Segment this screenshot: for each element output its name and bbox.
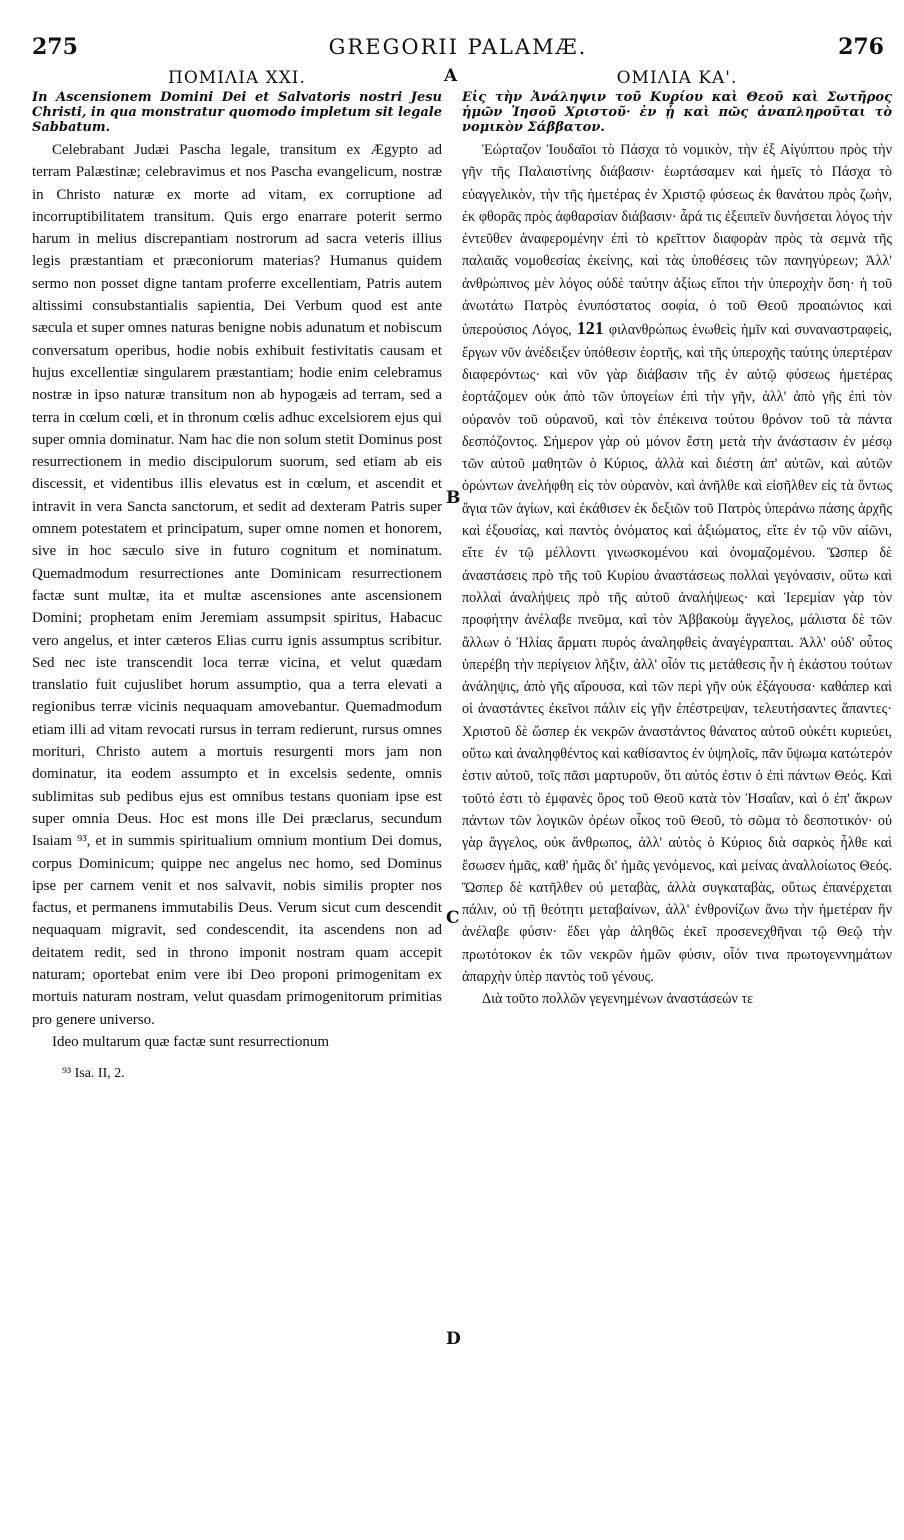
greek-homily-subtitle: Εἰς τὴν Ἀνάληψιν τοῦ Κυρίου καὶ Θεοῦ καὶ Σωτῆρος ἡμῶν Ἰησοῦ Χριστοῦ· ἐν ᾗ καὶ πῶς ἀναπληροῦται τὸ νομικὸν Σάββατον. bbox=[462, 90, 892, 135]
greek-text-part-2: φιλανθρώπως ἑνωθεὶς ἡμῖν καὶ συναναστραφεὶς, ἔργων νῦν ἀνέδειξεν ὑπόθεσιν ἑορτῆς, καὶ τῆς ὑπεροχῆς ταύτης ὑπερτέραν διαφερόντως· καὶ νῦν γὰρ διάβασιν τῆς ἐν αὐτῷ φύσεως ἡμετέρας ἑορτάζομεν οὐκ ἀπὸ τῶν ὑπογείων ἐπὶ τὴν γῆν, ἀλλ' ἀπὸ γῆς ἐπὶ τὸν οὐρανὸν τοῦ οὐρανοῦ, καὶ τὸν ἐπέκεινα τούτου θρόνον τοῦ τὰ πάντα δεσπόζοντος. Σήμερον γὰρ οὐ μόνον ἔστη μετὰ τὴν ἀνάστασιν ἐν μέσῳ τῶν αὐτοῦ μαθητῶν ὁ Κύριος, ἀλλὰ καὶ διέστη ἀπ' αὐτῶν, καὶ αὐτῶν ὁρώντων ἀνελήφθη εἰς τὸν οὐρανὸν, καὶ ἀνῆλθε καὶ εἰσῆλθεν εἰς τὰ ὄντως ἅγια τῶν ἁγίων, καὶ ἐκάθισεν ἐκ δεξιῶν τοῦ Πατρὸς ὑπεράνω πάσης ἀρχῆς καὶ ἐξουσίας, καὶ παντὸς ὀνόματος καὶ ἀξιώματος, εἴτε ἐν τῷ νῦν αἰῶνι, εἴτε ἐν τῷ μέλλοντι γινωσκομένου καὶ ὀνομαζομένου. Ὥσπερ δὲ ἀναστάσεις πρὸ τῆς τοῦ Κυρίου ἀναστάσεως πολλαὶ γεγόνασιν, οὕτω καὶ πολλαὶ ἀναλήψεις πρὸ τῆς αὐτοῦ ἀναλήψεως· καὶ Ἱερεμίαν γὰρ τὸν προφήτην ἀνέλαβε πνεῦμα, καὶ τὸν Ἀββακοὺμ ἄγγελος, μάλιστα δὲ τῶν ἄλλων ὁ Ἠλίας ἅρματι πυρὸς ἀναληφθεὶς ἀναγέγραπται. Ἀλλ' οὐδ' οὗτος ὑπερέβη τὴν περίγειον λῆξιν, ἀλλ' οἷόν τις μετάθεσις ἦν ἡ ἑκάστου τούτων ἀνάληψις, ἀπὸ γῆς αἴρουσα, καὶ τῶν περὶ γῆν οὐκ ἐξάγουσα· καθάπερ καὶ οἱ ἀναστάντες ἐκεῖνοι πάλιν εἰς γῆν ἐπέστρεψαν, τελευτήσαντες ἅπαντες· Χριστοῦ δὲ ὥσπερ ἐκ νεκρῶν ἀναστάντος θάνατος αὐτοῦ οὐκέτι κυριεύει, οὕτω καὶ ἀναληφθέντος καὶ καθίσαντος ἐν ὑψηλοῖς, πᾶν ὕψωμα κατώτερόν ἐστιν αὐτοῦ, τοῖς πᾶσι μαρτυροῦν, ὅτι αὐτός ἐστιν ὁ ἐπὶ πάντων Θεός. Καὶ τοῦτό ἐστι τὸ ἐμφανὲς ὄρος τοῦ Θεοῦ κατὰ τὸν Ἠσαΐαν, καὶ ὁ ἐπ' ἄκρων πάντων τῶν λογικῶν ὀρέων οἶκος τοῦ Θεοῦ, τὸ σῶμα τὸ δεσποτικόν· οὐ γὰρ ἄγγελος, οὐκ ἄνθρωπος, ἀλλ' αὐτὸς ὁ Κύριος διὰ σαρκὸς ἦλθε καὶ ἔσωσεν ἡμᾶς, καθ' ἡμᾶς δι' ἡμᾶς γενόμενος, καὶ μείνας ἀναλλοίωτος Θεός. Ὥσπερ δὲ κατῆλθεν οὐ μεταβὰς, ἀλλὰ συγκαταβὰς, οὕτως ἐπανέρχεται πάλιν, οὐ τῇ θεότητι μεταβαίνων, ἀλλ' ἐνθρονίζων ἄνω τὴν ἡμετέραν ἣν ἀνέλαβε φύσιν· ἔδει γὰρ ἀληθῶς ἐκεῖ προσενεχθῆναι τῷ Θεῷ τὴν πρωτότοκον ἐκ τῶν νεκρῶν ἡμῶν φύσιν, οἷόν τινα πρωτογεννημάτων ἀπαρχὴν ὑπὲρ παντὸς τοῦ γένους. bbox=[462, 322, 892, 985]
latin-paragraph-1: Celebrabant Judæi Pascha legale, transitum ex Ægypto ad terram Palæstinæ; celebravimus et nos Pascha evangelicum, nostræ in Christo naturæ ex morte ad vitam, ex corruptione ad incorruptibilitatem transitum. Quis ergo enarrare poterit sermo harum in melius discrepantiam nostrorum ad sacra veteris illius legis præstantiam et præconiorum materias? Humanus quidem sermo non posset digne tantam proferre excellentiam, Patris autem altissimi consubstantialis sapientia, Dei Verbum quod est ante sæcula et super omnes naturas benigne nobis adunatum et nobiscum conversatum operibus, hodie nobis exhibuit festivitatis causam et hujus excellentiæ singularem præstantiam; hodie enim celebramus nostræ in ipso naturæ transitum non ab hypogæis ad terram, sed a terra in cœlum cœli, et in thronum cœlis adhuc excelsiorem ejus qui super omnia dominatur. Nam hac die non solum stetit Dominus post resurrectionem in medio discipulorum suorum, sed etiam ab eis discessit, et videntibus illis elevatus est in cœlum, et ascendit et intravit in vera Sancta sanctorum, et sedit ad dexteram Patris super omnem potestatem et principatum, super omne nomen et honorem, sive in hoc sæculo sive in futuro cognitum et nominatum. Quemadmodum resurrectiones ante Dominicam resurrectionem factæ sunt multæ, ita et multæ ascensiones ante ascensionem Domini; prophetam enim Jeremiam assumpsit spiritus, Habacuc vero angelus, et inter cæteros Elias curru ignis assumptus scribitur. Sed nec iste transcendit loca terræ vicina, et velut quædam translatio fuit cujuslibet horum assumptio, qua a terra elevati a regionibus terræ vicinis nequaquam amovebantur. Quemadmodum etiam illi ad vitam revocati rursus in terram redierunt, rursus omnes morituri, Christo autem a mortuis resurgenti mors jam non dominatur, ita eodem assumpto et in excelsis sedente, omnis sublimitas sub pedibus ejus est omnibus testans quoniam ipse est super omnia Deus. Hoc est mons ille Dei præclarus, secundum Isaiam ⁹³, et in summis spiritualium omnium montium Dei domus, corpus Dominicum; quippe nec angelus nec homo, sed Dominus ipse per carnem venit et nos salvavit, nobis similis propter nos factus, et permanens immutabilis Deus. Verum sicut cum descendit nequaquam migravit, sed condescendit, ita ascendens non ad deitatem redit, sed in throno imponit nostram quam accepit naturam; oportebat enim vere ibi Deo proponi primogenitam ex mortuis naturam nostram, velut quasdam primogenitorum primitias pro genere universo. bbox=[32, 142, 442, 1028]
running-title: GREGORII PALAMÆ. bbox=[328, 35, 588, 59]
section-marker-c: C bbox=[446, 908, 460, 928]
latin-footnote: ⁹³ Isa. II, 2. bbox=[62, 1066, 125, 1082]
greek-paragraph-1 bbox=[462, 139, 892, 988]
greek-homily-title: ΟΜΙΛΙΑ ΚΑ'. bbox=[616, 68, 738, 88]
greek-column bbox=[462, 68, 892, 1528]
latin-column bbox=[32, 68, 442, 1528]
greek-text-part-1: Ἑώρταζον Ἰουδαῖοι τὸ Πάσχα τὸ νομικὸν, τὴν ἐξ Αἰγύπτου πρὸς τὴν γῆν τῆς Παλαιστίνης διάβασιν· ἑωρτάσαμεν καὶ ἡμεῖς τὸ Πάσχα τὸ εὐαγγελικὸν, τὴν τῆς ἡμετέρας ἐν Χριστῷ φύσεως ἐκ θανάτου πρὸς ζωὴν, ἐκ φθορᾶς πρὸς ἀφθαρσίαν διάβασιν· ἆρά τις ἐξειπεῖν δυνήσεται λόγος τὴν ἐντεῦθεν ἀναφερομένην ἐπὶ τὸ κρεῖττον διαφορὰν πρὸς τὰ σεμνὰ τῆς παλαιᾶς νομοθεσίας ἐκείνης, καὶ τὰς ὑποθέσεις τῶν πανηγύρεων; Ἀλλ' ἀνθρώπινος μὲν λόγος οὐδὲ ταύτην ἀξίως εἴποι τὴν ὑπεροχὴν ὅση· ἡ τοῦ ἀνωτάτω Πατρὸς ἐνυπόστατος σοφία, ὁ τοῦ Θεοῦ προαιώνιος καὶ ὑπερούσιος Λόγος, bbox=[462, 142, 892, 339]
edition-page-number: 121 bbox=[576, 318, 604, 339]
latin-paragraph-2: Ideo multarum quæ factæ sunt resurrectionum bbox=[52, 1033, 330, 1050]
page-number-right: 276 bbox=[838, 34, 884, 60]
section-marker-d: D bbox=[446, 1329, 461, 1349]
page-header bbox=[32, 34, 884, 64]
latin-homily-subtitle: In Ascensionem Domini Dei et Salvatoris nostri Jesu Christi, in qua monstratur quomodo impletum sit legale Sabbatum. bbox=[32, 90, 442, 135]
greek-paragraph-2: Διὰ τοῦτο πολλῶν γεγενημένων ἀναστάσεών τε bbox=[482, 991, 754, 1008]
latin-homily-title: ΠΟΜΙΛΙΑ ΧΧΙ. bbox=[168, 68, 306, 88]
section-marker-a: A bbox=[444, 66, 458, 86]
section-marker-b: B bbox=[446, 488, 461, 508]
page-number-left: 275 bbox=[32, 34, 78, 60]
